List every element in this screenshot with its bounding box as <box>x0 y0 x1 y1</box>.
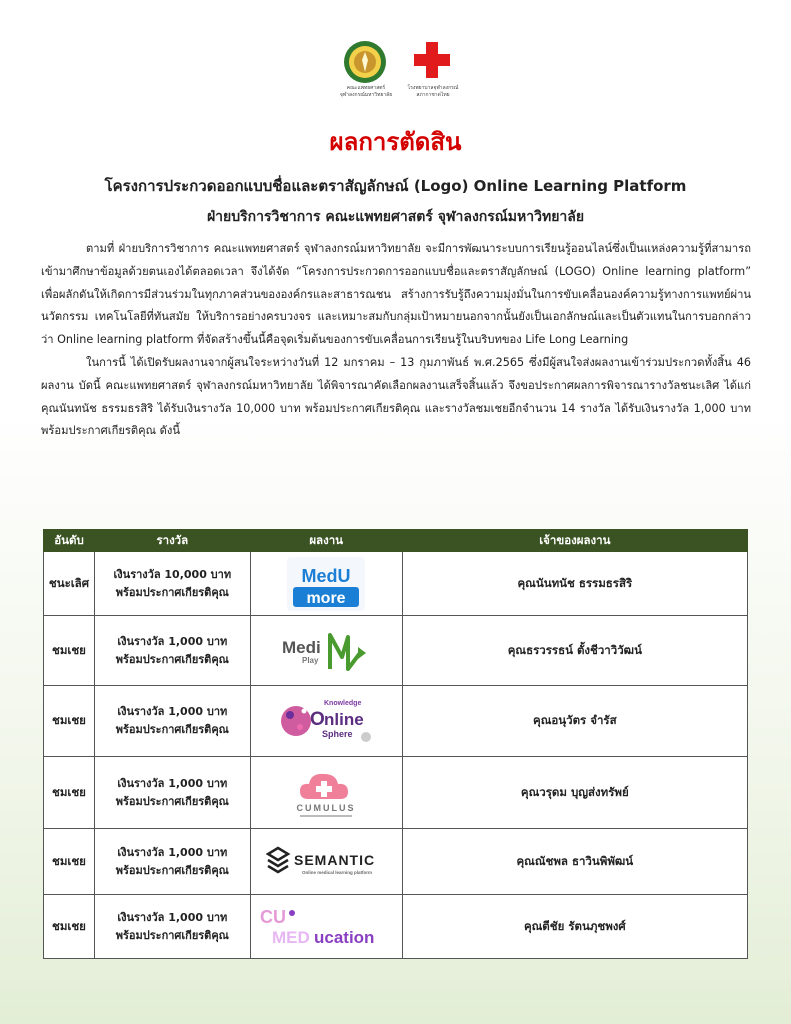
owner-cell: คุณนันทนัช ธรรมธรสิริ <box>402 552 747 616</box>
medu-more-logo <box>287 557 365 611</box>
rank-cell: ชมเชย <box>44 895 95 959</box>
prize-amount: เงินรางวัล 1,000 บาท <box>117 845 228 859</box>
knowledge-online-sphere-logo <box>278 695 374 747</box>
prize-amount: เงินรางวัล 1,000 บาท <box>117 705 228 718</box>
medi-play-logo <box>280 629 372 673</box>
work-cell <box>250 829 402 895</box>
rank-cell: ชมเชย <box>44 616 95 686</box>
rank-cell: ชมเชย <box>44 829 95 895</box>
prize-cell <box>94 895 250 959</box>
owner-cell: คุณวรุดม บุญส่งทรัพย์ <box>402 757 747 829</box>
more-text: more <box>306 589 346 607</box>
hospital-name-line-2: สภากาชาดไทย <box>416 92 450 98</box>
header-work: ผลงาน <box>250 530 402 552</box>
knowledge-text: Knowledge <box>324 700 362 707</box>
prize-cell <box>94 616 250 686</box>
med-text: MED <box>272 927 310 947</box>
cu-meducation-logo <box>258 903 394 951</box>
play-text: Play <box>302 655 319 665</box>
paragraph-results: ในการนี้ ได้เปิดรับผลงานจากผู้สนใจระหว่างวันที่ 12 มกราคม – 13 กุมภาพันธ์ พ.ศ.2565 ซึ่งมีผู้สนใจส่งผลงานเข้าร่วมประกวดทั้งสิ้น 46 ผลงาน บัดนี้ คณะแพทยศาสตร์ จุฬาลงกรณ์มหาวิทยาลัย ได้พิจารณาคัดเลือกผลงานเสร็จสิ้นแล้ว จึงขอประกาศผลการพิจารณารางวัลชนะเลิศ ได้แก่ คุณนันทนัช ธรรมธรสิริ ได้รับเงินรางวัล 10,000 บาท พร้อมประกาศเกียรติคุณ และรางวัลชมเชยอีกจำนวน 14 รางวัล ได้รับเงินรางวัล 1,000 บาท พร้อมประกาศเกียรติคุณ ดังนี้ <box>41 355 751 438</box>
announcement-body <box>41 238 751 443</box>
rank-cell: ชนะเลิศ <box>44 552 95 616</box>
paragraph-intro: ตามที่ ฝ่ายบริการวิชาการ คณะแพทยศาสตร์ จุฬาลงกรณ์มหาวิทยาลัย จะมีการพัฒนาระบบการเรียนรู้ออนไลน์ซึ่งเป็นแหล่งความรู้ที่สามารถเข้ามาศึกษาข้อมูลด้วยตนเองได้ตลอดเวลา จึงได้จัด “โครงการประกวดการออกแบบชื่อและตราสัญลักษณ์ (LOGO) Online learning platform” เพื่อผลักดันให้เกิดการมีส่วนร่วมในทุกภาคส่วนขององค์กรและสาธารณชน สร้างการรับรู้ถึงความมุ่งมั่นในการขับเคลื่อนองค์ความรู้ทางการแพทย์ผ่านนวัตกรรม เทคโนโลยีที่ทันสมัย ให้บริการอย่างครบวงจร และเหมาะสมกับกลุ่มเป้าหมายนอกจากนั้นยังเป็นเอกลักษณ์และเป็นตัวแทนในการบอกกล่าวว่า Online learning platform ที่จัดสร้างขึ้นนี้คือจุดเริ่มต้นของการขับเคลื่อนการเรียนรู้ในบริบทของ Life Long Learning <box>41 242 751 347</box>
cumulus-text: CUMULUS <box>296 802 356 813</box>
prize-amount: เงินรางวัล 1,000 บาท <box>117 910 228 924</box>
cumulus-logo <box>286 765 366 821</box>
work-cell <box>250 552 402 616</box>
table-row <box>44 829 748 895</box>
cu-text: CU <box>260 906 287 927</box>
rank-cell: ชมเชย <box>44 757 95 829</box>
prize-amount: เงินรางวัล 1,000 บาท <box>117 776 228 790</box>
prize-certificate: พร้อมประกาศเกียรติคุณ <box>115 928 229 942</box>
prize-certificate: พร้อมประกาศเกียรติคุณ <box>115 652 229 666</box>
table-row <box>44 686 748 757</box>
rank-cell: ชมเชย <box>44 686 95 757</box>
prize-certificate: พร้อมประกาศเกียรติคุณ <box>115 585 229 599</box>
page-title: ผลการตัดสิน <box>329 128 462 156</box>
semantic-tagline: Online medical learning platform <box>302 869 373 875</box>
header-logos <box>0 40 791 102</box>
medu-text: MedU <box>301 565 351 586</box>
header-prize: รางวัล <box>94 530 250 552</box>
prize-cell <box>94 552 250 616</box>
owner-cell: คุณธรวรรธน์ ตั้งชีวาวิวัฒน์ <box>402 616 747 686</box>
table-row <box>44 616 748 686</box>
header-owner: เจ้าของผลงาน <box>402 530 747 552</box>
prize-amount: เงินรางวัล 1,000 บาท <box>117 634 228 648</box>
prize-certificate: พร้อมประกาศเกียรติคุณ <box>115 794 229 808</box>
work-cell <box>250 616 402 686</box>
hospital-name-line-1: โรงพยาบาลจุฬาลงกรณ์ <box>407 85 459 91</box>
prize-certificate: พร้อมประกาศเกียรติคุณ <box>115 863 229 877</box>
department-subtitle: ฝ่ายบริการวิชาการ คณะแพทยศาสตร์ จุฬาลงกรณ์มหาวิทยาลัย <box>206 209 585 225</box>
owner-cell: คุณตีชัย รัตนภุชพงศ์ <box>402 895 747 959</box>
prize-amount: เงินรางวัล 10,000 บาท <box>113 567 232 581</box>
sphere-text: Sphere <box>322 729 353 739</box>
table-header-row <box>44 530 748 552</box>
work-cell <box>250 757 402 829</box>
faculty-name <box>333 85 399 99</box>
medi-text: Medi <box>282 637 321 657</box>
svg-text:O: O <box>310 709 325 730</box>
ucation-text: ucation <box>314 927 375 947</box>
hospital-name <box>400 85 466 99</box>
red-cross-icon <box>414 42 450 78</box>
header-rank: อันดับ <box>44 530 95 552</box>
faculty-name-line-1: คณะแพทยศาสตร์ <box>346 85 386 91</box>
work-cell <box>250 686 402 757</box>
work-cell <box>250 895 402 959</box>
semantic-text: SEMANTIC <box>294 851 376 868</box>
semantic-logo <box>266 844 386 880</box>
owner-cell: คุณอนุวัตร จำรัส <box>402 686 747 757</box>
faculty-name-line-2: จุฬาลงกรณ์มหาวิทยาลัย <box>339 92 393 98</box>
prize-cell <box>94 686 250 757</box>
owner-cell: คุณณัชพล ธาวินพิพัฒน์ <box>402 829 747 895</box>
prize-cell <box>94 757 250 829</box>
table-row <box>44 757 748 829</box>
prize-certificate: พร้อมประกาศเกียรติคุณ <box>115 723 229 736</box>
project-subtitle: โครงการประกวดออกแบบชื่อและตราสัญลักษณ์ (Logo) Online Learning Platform <box>104 177 687 195</box>
prize-cell <box>94 829 250 895</box>
table-row <box>44 895 748 959</box>
faculty-emblem-icon <box>343 40 387 84</box>
online-text: nline <box>324 710 364 729</box>
table-row <box>44 552 748 616</box>
results-table <box>43 529 748 959</box>
